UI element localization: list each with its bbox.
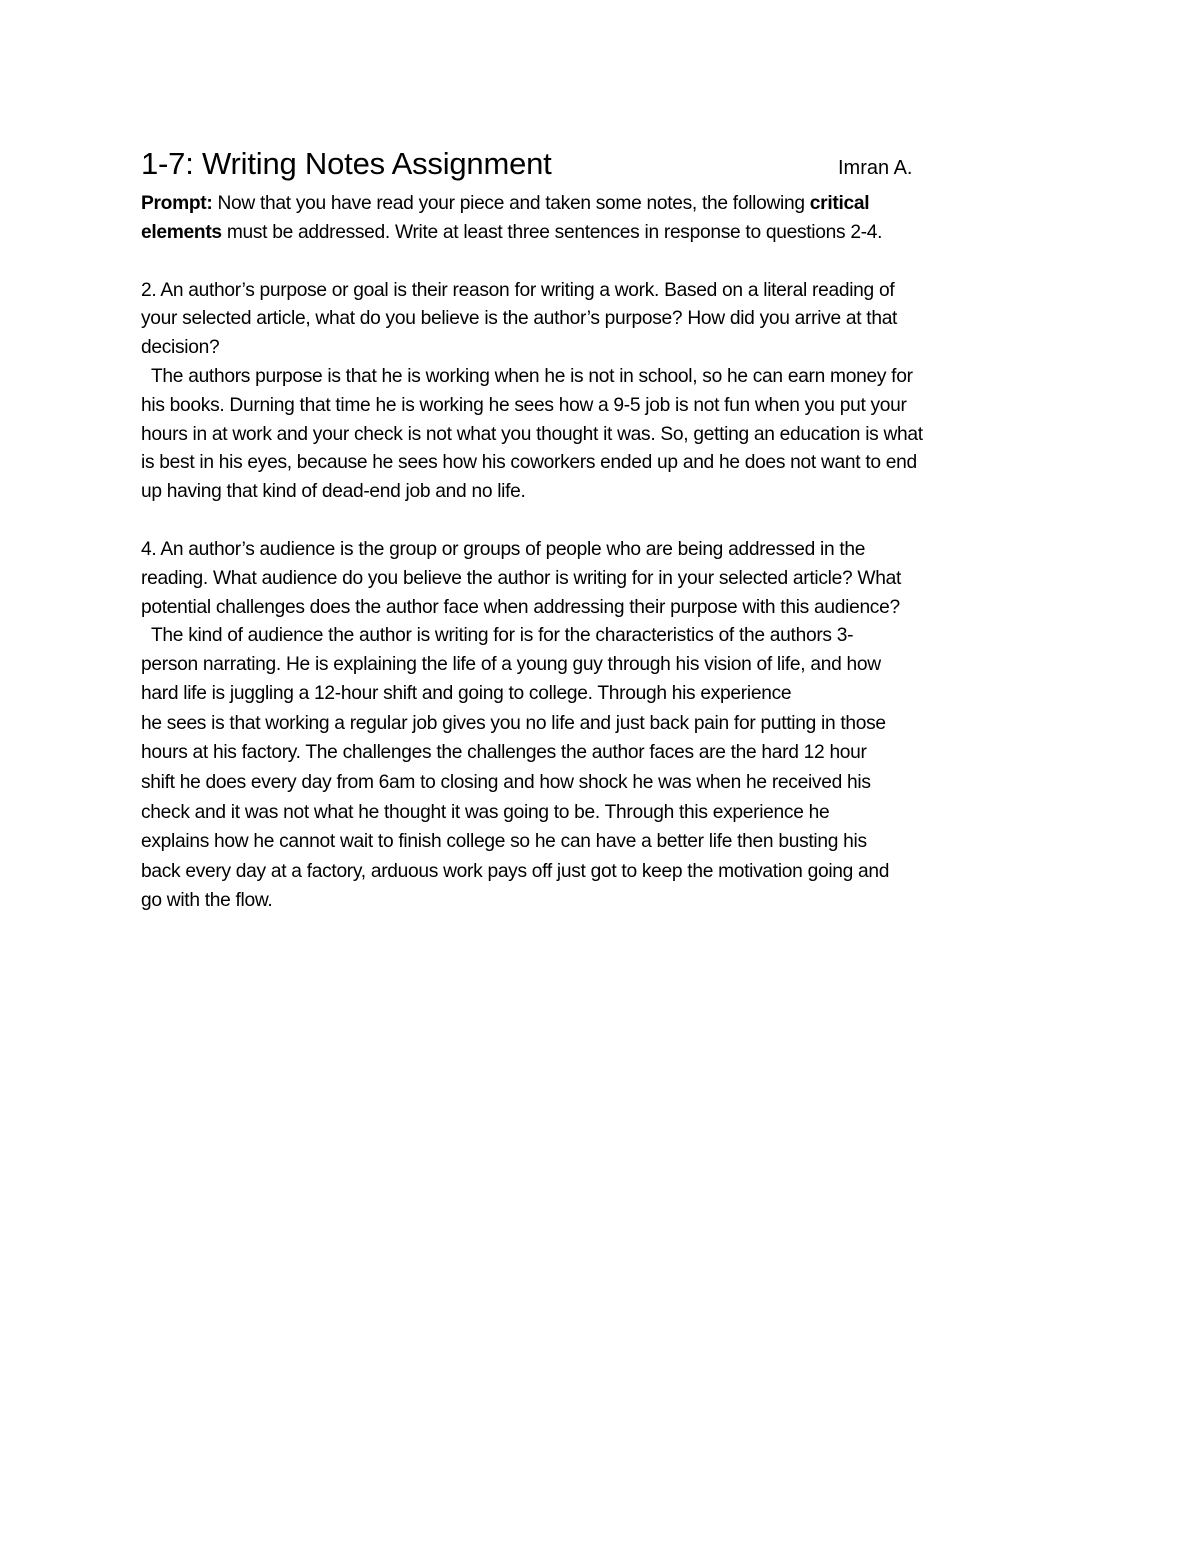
prompt-label: Prompt:: [141, 193, 213, 214]
question-4-line: 4. An author’s audience is the group or groups of people who are being addressed in the: [141, 538, 866, 560]
answer-4-line: person narrating. He is explaining the life of a young guy through his vision of life, and how: [141, 654, 881, 676]
question-2-line: your selected article, what do you believe is the author’s purpose? How did you arrive at that: [141, 308, 898, 330]
prompt-bold-critical: critical: [809, 193, 870, 214]
title-row: [141, 146, 1071, 190]
answer-2-line: up having that kind of dead-end job and no life.: [141, 481, 526, 503]
answer-2-line: his books. Durning that time he is working he sees how a 9-5 job is not fun when you put your: [141, 394, 907, 416]
question-2-section: [141, 277, 1071, 507]
answer-4-line: he sees is that working a regular job gives you no life and just back pain for putting in those: [141, 712, 886, 734]
author-name: Imran A.: [838, 157, 913, 179]
answer-4-line: explains how he cannot wait to finish college so he can have a better life then busting his: [141, 831, 867, 853]
answer-4-line: go with the flow.: [141, 890, 273, 912]
question-4-line: reading. What audience do you believe the author is writing for in your selected article? What: [141, 567, 901, 589]
answer-4-line: check and it was not what he thought it was going to be. Through this experience he: [141, 801, 830, 823]
answer-2-line: hours in at work and your check is not what you thought it was. So, getting an education is what: [141, 423, 923, 445]
question-2-line: 2. An author’s purpose or goal is their reason for writing a work. Based on a literal reading of: [141, 279, 895, 301]
answer-4-line: shift he does every day from 6am to closing and how shock he was when he received his: [141, 771, 871, 793]
answer-4-line: hours at his factory. The challenges the challenges the author faces are the hard 12 hour: [141, 742, 867, 764]
document-title: 1-7: Writing Notes Assignment: [141, 146, 552, 181]
prompt-bold-elements: elements: [141, 221, 222, 243]
prompt-paragraph: [141, 190, 1071, 248]
question-4-section: [141, 536, 1071, 916]
answer-4-line: back every day at a factory, arduous work pays off just got to keep the motivation going and: [141, 860, 890, 882]
prompt-text-1: Now that you have read your piece and taken some notes, the following: [212, 193, 810, 214]
answer-4-line: hard life is juggling a 12-hour shift and going to college. Through his experience: [141, 682, 792, 704]
answer-2-line: is best in his eyes, because he sees how his coworkers ended up and he does not want to end: [141, 452, 917, 474]
question-4-line: potential challenges does the author face when addressing their purpose with this audience?: [141, 596, 900, 618]
question-2-line: decision?: [141, 337, 220, 359]
answer-4-line: The kind of audience the author is writing for is for the characteristics of the authors 3-: [151, 625, 854, 647]
document-page: [141, 146, 1071, 916]
answer-2-line: The authors purpose is that he is working when he is not in school, so he can earn money for: [151, 365, 913, 387]
prompt-text-2: must be addressed. Write at least three sentences in response to questions 2-4.: [221, 221, 883, 243]
